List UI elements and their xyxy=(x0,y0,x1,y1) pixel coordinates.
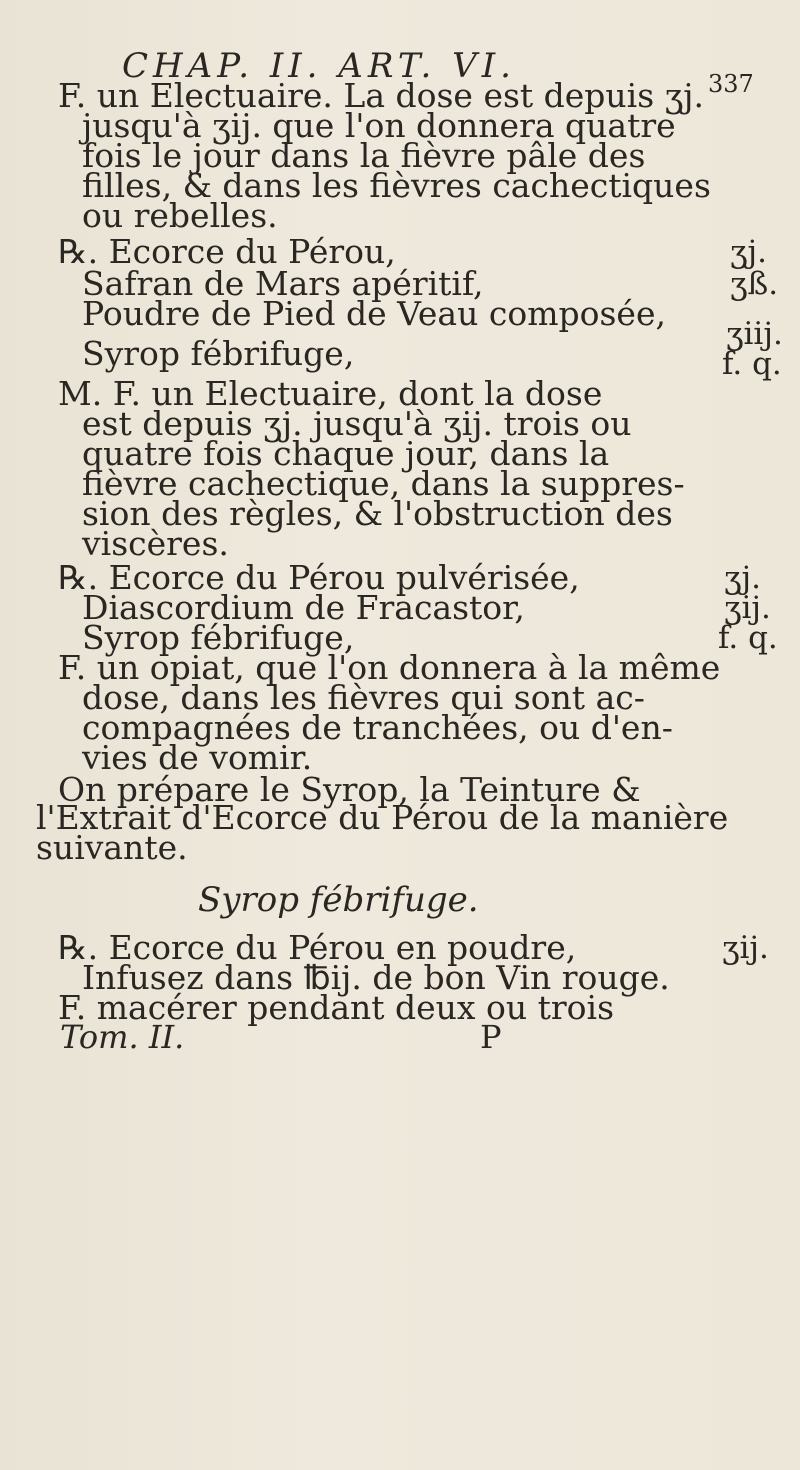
text-line-18: Syrop fébrifuge, xyxy=(82,618,355,657)
text-line-5: ou rebelles. xyxy=(82,196,278,235)
text-line-25: suivante. xyxy=(36,828,188,867)
text-line-28: F. macérer pendant deux ou trois xyxy=(58,988,615,1027)
text-line-17: Diascordium de Fracastor, xyxy=(82,588,525,627)
text-line-10: M. F. un Electuaire, dont la dose xyxy=(58,374,603,413)
dose-3: ʒiij. xyxy=(726,316,783,352)
text-line-22: vies de vomir. xyxy=(82,738,313,777)
signature-mark: P xyxy=(480,1018,502,1056)
text-line-12: quatre fois chaque jour, dans la xyxy=(82,434,610,473)
text-line-26: ℞. Ecorce du Pérou en poudre, xyxy=(58,928,577,967)
text-line-8: Poudre de Pied de Veau composée, xyxy=(82,294,666,333)
text-line-24: l'Extrait d'Ecorce du Pérou de la manière xyxy=(36,798,729,837)
text-line-3: fois le jour dans la fièvre pâle des xyxy=(82,136,646,175)
text-line-16: ℞. Ecorce du Pérou pulvérisée, xyxy=(58,558,580,597)
text-line-21: compagnées de tranchées, ou d'en- xyxy=(82,708,673,747)
dose-6: ʒij. xyxy=(724,590,771,626)
text-line-20: dose, dans les fièvres qui sont ac- xyxy=(82,678,645,717)
dose-5: ʒj. xyxy=(724,560,761,596)
dose-4: f. q. xyxy=(722,346,782,382)
text-line-11: est depuis ʒj. jusqu'à ʒij. trois ou xyxy=(82,404,632,443)
text-line-23: On prépare le Syrop, la Teinture & xyxy=(58,770,641,809)
text-line-13: fièvre cachectique, dans la suppres- xyxy=(82,464,685,503)
text-line-1: F. un Electuaire. La dose est depuis ʒj. xyxy=(58,76,705,115)
page-number: 337 xyxy=(708,70,754,98)
running-head: CHAP. II. ART. VI. xyxy=(122,46,516,86)
text-line-19: F. un opiat, que l'on donnera à la même xyxy=(58,648,721,687)
text-line-9: Syrop fébrifuge, xyxy=(82,334,355,373)
text-line-4: filles, & dans les fièvres cachectiques xyxy=(82,166,711,205)
text-line-14: sion des règles, & l'obstruction des xyxy=(82,494,673,533)
dose-2: ʒß. xyxy=(730,266,779,302)
volume-label: Tom. II. xyxy=(60,1018,185,1056)
text-line-15: viscères. xyxy=(82,524,229,563)
dose-1: ʒj. xyxy=(730,234,767,270)
dose-7: f. q. xyxy=(718,620,778,656)
text-line-7: Safran de Mars apéritif, xyxy=(82,264,484,303)
text-line-2: jusqu'à ʒij. que l'on donnera quatre xyxy=(82,106,676,145)
text-line-27: Infusez dans ℔ij. de bon Vin rouge. xyxy=(82,958,670,997)
section-title: Syrop fébrifuge. xyxy=(198,880,479,920)
text-line-6: ℞. Ecorce du Pérou, xyxy=(58,232,396,271)
dose-8: ʒij. xyxy=(722,930,769,966)
